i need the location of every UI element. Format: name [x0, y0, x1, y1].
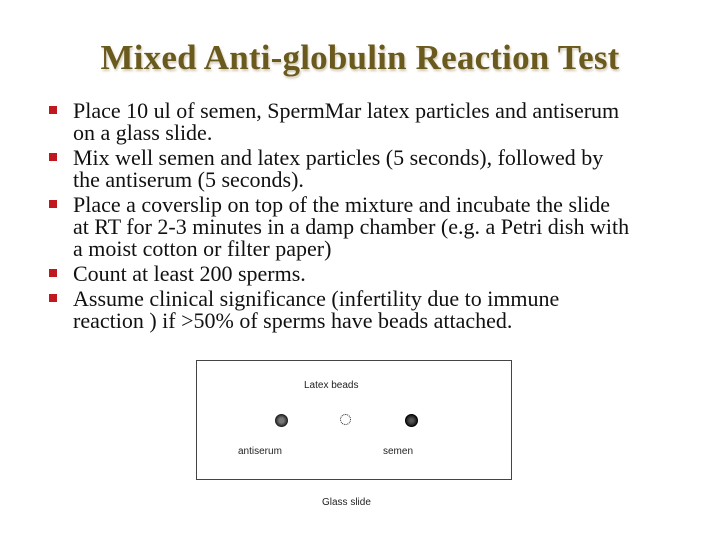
list-item-text: Place 10 ul of semen, SpermMar latex particles and antiserum — [73, 98, 620, 123]
latex-beads-label: Latex beads — [304, 380, 359, 391]
list-item — [48, 100, 698, 144]
instruction-list — [48, 100, 698, 335]
bullet-square-icon — [49, 200, 57, 208]
bullet-square-icon — [49, 269, 57, 277]
list-item-text: a moist cotton or filter paper) — [73, 236, 332, 261]
latex-beads-drop-icon — [340, 414, 351, 425]
bullet-square-icon — [49, 294, 57, 302]
semen-drop-icon — [405, 414, 418, 427]
list-item-text: on a glass slide. — [73, 120, 213, 145]
bullet-square-icon — [49, 153, 57, 161]
glass-slide-diagram — [196, 360, 512, 480]
list-item — [48, 194, 698, 260]
page-title: Mixed Anti-globulin Reaction Test — [100, 38, 620, 77]
antiserum-drop-icon — [275, 414, 288, 427]
list-item — [48, 263, 698, 285]
list-item-text: the antiserum (5 seconds). — [73, 167, 304, 192]
bullet-square-icon — [49, 106, 57, 114]
list-item-text: at RT for 2-3 minutes in a damp chamber (e.g. a Petri dish with — [73, 214, 630, 239]
semen-label: semen — [383, 446, 414, 457]
list-item-text: Count at least 200 sperms. — [73, 261, 306, 286]
glass-slide-label: Glass slide — [322, 497, 371, 508]
antiserum-label: antiserum — [238, 446, 282, 457]
list-item-text: reaction ) if >50% of sperms have beads attached. — [73, 308, 513, 333]
list-item — [48, 147, 698, 191]
list-item-text: Assume clinical significance (infertility due to immune — [73, 286, 560, 311]
list-item-text: Mix well semen and latex particles (5 seconds), followed by — [73, 145, 604, 170]
list-item-text: Place a coverslip on top of the mixture and incubate the slide — [73, 192, 611, 217]
list-item — [48, 288, 698, 332]
